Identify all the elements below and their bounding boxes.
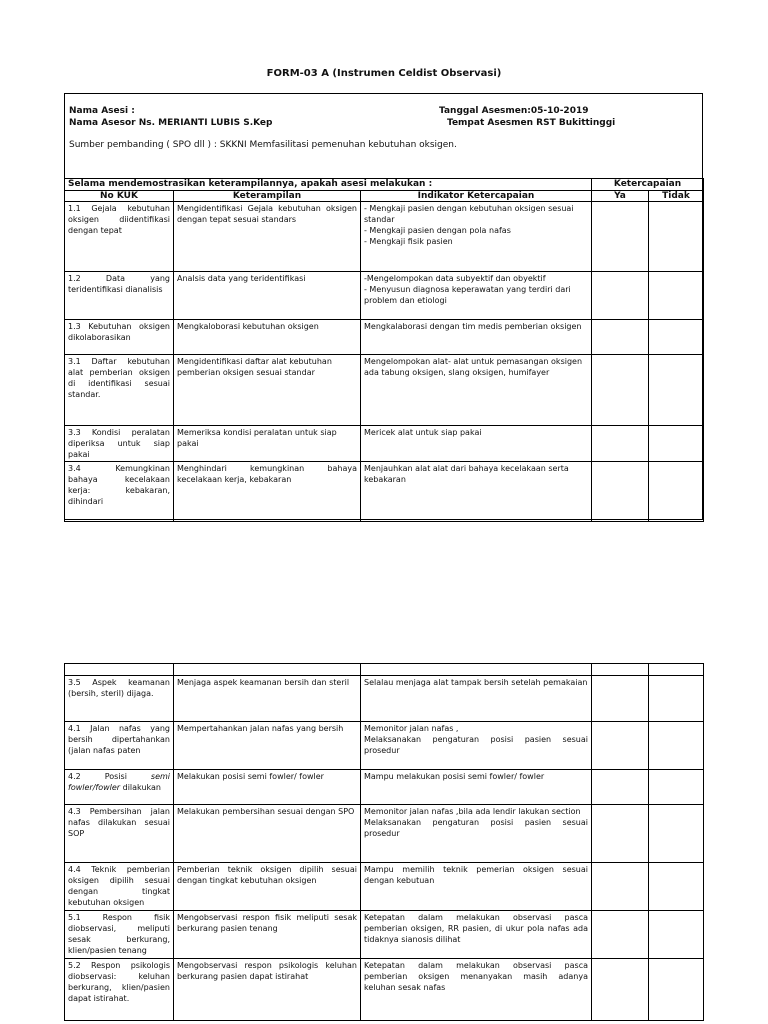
ya-cell[interactable]	[592, 462, 649, 522]
ya-cell[interactable]	[592, 355, 649, 426]
ya-cell[interactable]	[592, 676, 649, 722]
indicator-cell	[361, 770, 592, 805]
table-row	[65, 462, 704, 522]
kuk-text: 4.2 Posisi	[68, 772, 127, 781]
skill-cell: Mengkaloborasi kebutuhan oksigen	[174, 320, 361, 355]
tanggal-asesmen: Tanggal Asesmen:05-10-2019	[439, 106, 589, 116]
tidak-cell[interactable]	[649, 355, 704, 426]
ya-cell[interactable]	[592, 202, 649, 272]
indicator-line: -Mengelompokan data subyektif dan obyektif	[364, 274, 546, 283]
table-row	[65, 911, 704, 959]
indicator-line: Menjauhkan alat alat dari bahaya kecelakaan serta kebakaran	[364, 464, 569, 484]
table-row	[65, 320, 704, 355]
kuk-text-tail: dilakukan	[122, 783, 161, 792]
kuk-cell: 3.1 Daftar kebutuhan alat pemberian oksigen di identifikasi sesuai standar.	[65, 355, 174, 426]
sumber-pembanding: Sumber pembanding ( SPO dll ) : SKKNI Memfasilitasi pemenuhan kebutuhan oksigen.	[69, 140, 457, 150]
nama-asesi: Nama Asesi :	[69, 106, 135, 116]
indicator-cell	[361, 202, 592, 272]
indicator-line: Memonitor jalan nafas ,	[364, 724, 459, 733]
indicator-cell	[361, 863, 592, 911]
ya-cell[interactable]	[592, 770, 649, 805]
skill-cell: Pemberian teknik oksigen dipilih sesuai dengan tingkat kebutuhan oksigen	[174, 863, 361, 911]
skill-cell: Mengidentifikasi Gejala kebutuhan oksigen dengan tepat sesuai standars	[174, 202, 361, 272]
kuk-cell: 4.3 Pembersihan jalan nafas dilakukan sesuai SOP	[65, 805, 174, 863]
tidak-cell[interactable]	[649, 770, 704, 805]
indicator-line: Ketepatan dalam melakukan observasi pasca pemberian oksigen menanyakan masih adanya keluhan sesak nafas	[364, 961, 588, 992]
kuk-cell: 4.1 Jalan nafas yang bersih dipertahankan (jalan nafas paten	[65, 722, 174, 770]
table-row	[65, 355, 704, 426]
skill-cell: Mengobservasi respon psikologis keluhan berkurang pasien dapat istirahat	[174, 959, 361, 1021]
kuk-cell	[65, 770, 174, 805]
ya-cell[interactable]	[592, 426, 649, 462]
ketercapaian-header: Ketercapaian	[592, 179, 704, 191]
ya-cell[interactable]	[592, 722, 649, 770]
observation-table	[64, 178, 704, 522]
indicator-line: Mengkalaborasi dengan tim medis pemberian oksigen	[364, 322, 582, 331]
ya-cell[interactable]	[592, 320, 649, 355]
indicator-line: Selalau menjaga alat tampak bersih setelah pemakaian	[364, 678, 588, 687]
indicator-line: Mengelompokan alat- alat untuk pemasangan oksigen ada tabung oksigen, slang oksigen, humifayer	[364, 357, 583, 377]
indicator-line: Ketepatan dalam melakukan observasi pasca pemberian oksigen, RR pasien, di ukur pola nafas ada tidaknya sianosis dilihat	[364, 913, 588, 944]
tempat-asesmen: Tempat Asesmen RST Bukittinggi	[447, 118, 616, 128]
ya-cell[interactable]	[592, 911, 649, 959]
tidak-cell[interactable]	[649, 426, 704, 462]
tidak-cell[interactable]	[649, 722, 704, 770]
indicator-line: Mericek alat untuk siap pakai	[364, 428, 482, 437]
indicator-cell	[361, 805, 592, 863]
indicator-cell	[361, 722, 592, 770]
indicator-cell	[361, 676, 592, 722]
col-ya: Ya	[592, 191, 649, 202]
indicator-line: Melaksanakan pengaturan posisi pasien sesuai prosedur	[364, 818, 588, 838]
indicator-cell	[361, 272, 592, 320]
kuk-cell: 3.4 Kemungkinan bahaya kecelakaan kerja: kebakaran, dihindari	[65, 462, 174, 522]
indicator-cell	[361, 911, 592, 959]
table-row	[65, 863, 704, 911]
tidak-cell[interactable]	[649, 462, 704, 522]
skill-cell: Analsis data yang teridentifikasi	[174, 272, 361, 320]
indicator-line: - Menyusun diagnosa keperawatan yang terdiri dari problem dan etiologi	[364, 285, 571, 305]
ya-cell[interactable]	[592, 805, 649, 863]
nama-asesor: Nama Asesor Ns. MERIANTI LUBIS S.Kep	[69, 118, 273, 128]
skill-cell: Melakukan pembersihan sesuai dengan SPO	[174, 805, 361, 863]
col-keterampilan: Keterampilan	[174, 191, 361, 202]
skill-cell: Mengidentifikasi daftar alat kebutuhan pemberian oksigen sesuai standar	[174, 355, 361, 426]
indicator-line: - Mengkaji pasien dengan pola nafas	[364, 226, 511, 235]
skill-cell: Mengobservasi respon fisik meliputi sesak berkurang pasien tenang	[174, 911, 361, 959]
table-row	[65, 676, 704, 722]
kuk-cell: 5.1 Respon fisik diobservasi, meliputi sesak berkurang, klien/pasien tenang	[65, 911, 174, 959]
tidak-cell[interactable]	[649, 863, 704, 911]
kuk-cell: 5.2 Respon psikologis diobservasi: keluhan berkurang, klien/pasien dapat istirahat.	[65, 959, 174, 1021]
table-row	[65, 722, 704, 770]
tidak-cell[interactable]	[649, 959, 704, 1021]
indicator-line: Melaksanakan pengaturan posisi pasien sesuai prosedur	[364, 735, 588, 755]
tidak-cell[interactable]	[649, 272, 704, 320]
lead-question: Selama mendemostrasikan keterampilannya, apakah asesi melakukan :	[65, 179, 592, 191]
tidak-cell[interactable]	[649, 911, 704, 959]
kuk-cell: 4.4 Teknik pemberian oksigen dipilih sesuai dengan tingkat kebutuhan oksigen	[65, 863, 174, 911]
observation-table-continued	[64, 663, 704, 1021]
indicator-cell	[361, 959, 592, 1021]
table-row	[65, 426, 704, 462]
col-no-kuk: No KUK	[65, 191, 174, 202]
ya-cell[interactable]	[592, 272, 649, 320]
indicator-line: - Mengkaji fisik pasien	[364, 237, 453, 246]
table-row	[65, 664, 704, 676]
indicator-cell	[361, 462, 592, 522]
skill-cell: Melakukan posisi semi fowler/ fowler	[174, 770, 361, 805]
table-row	[65, 272, 704, 320]
indicator-line: Memonitor jalan nafas ,bila ada lendir lakukan section	[364, 807, 581, 816]
col-tidak: Tidak	[649, 191, 704, 202]
kuk-cell: 1.1 Gejala kebutuhan oksigen diidentifikasi dengan tepat	[65, 202, 174, 272]
indicator-cell	[361, 426, 592, 462]
skill-cell: Menghindari kemungkinan bahaya kecelakaan kerja, kebakaran	[174, 462, 361, 522]
kuk-cell: 3.5 Aspek keamanan (bersih, steril) dijaga.	[65, 676, 174, 722]
indicator-cell	[361, 320, 592, 355]
table-row	[65, 770, 704, 805]
indicator-line: Mampu melakukan posisi semi fowler/ fowler	[364, 772, 545, 781]
ya-cell[interactable]	[592, 863, 649, 911]
ya-cell[interactable]	[592, 959, 649, 1021]
table-row	[65, 805, 704, 863]
col-indikator: Indikator Ketercapaian	[361, 191, 592, 202]
indicator-cell	[361, 355, 592, 426]
skill-cell: Mempertahankan jalan nafas yang bersih	[174, 722, 361, 770]
indicator-line: - Mengkaji pasien dengan kebutuhan oksigen sesuai standar	[364, 204, 574, 224]
form-page-1	[64, 93, 703, 520]
kuk-cell: 3.3 Kondisi peralatan diperiksa untuk siap pakai	[65, 426, 174, 462]
skill-cell: Memeriksa kondisi peralatan untuk siap pakai	[174, 426, 361, 462]
kuk-text-italic: semi fowler/fowler	[68, 772, 171, 792]
table-row	[65, 959, 704, 1021]
form-title: FORM-03 A (Instrumen Celdist Observasi)	[266, 68, 502, 79]
kuk-cell: 1.2 Data yang teridentifikasi dianalisis	[65, 272, 174, 320]
skill-cell: Menjaga aspek keamanan bersih dan steril	[174, 676, 361, 722]
table-row	[65, 202, 704, 272]
tidak-cell[interactable]	[649, 676, 704, 722]
kuk-cell: 1.3 Kebutuhan oksigen dikolaborasikan	[65, 320, 174, 355]
indicator-line: Mampu memilih teknik pemerian oksigen sesuai dengan kebutuan	[364, 865, 588, 885]
tidak-cell[interactable]	[649, 202, 704, 272]
tidak-cell[interactable]	[649, 320, 704, 355]
tidak-cell[interactable]	[649, 805, 704, 863]
